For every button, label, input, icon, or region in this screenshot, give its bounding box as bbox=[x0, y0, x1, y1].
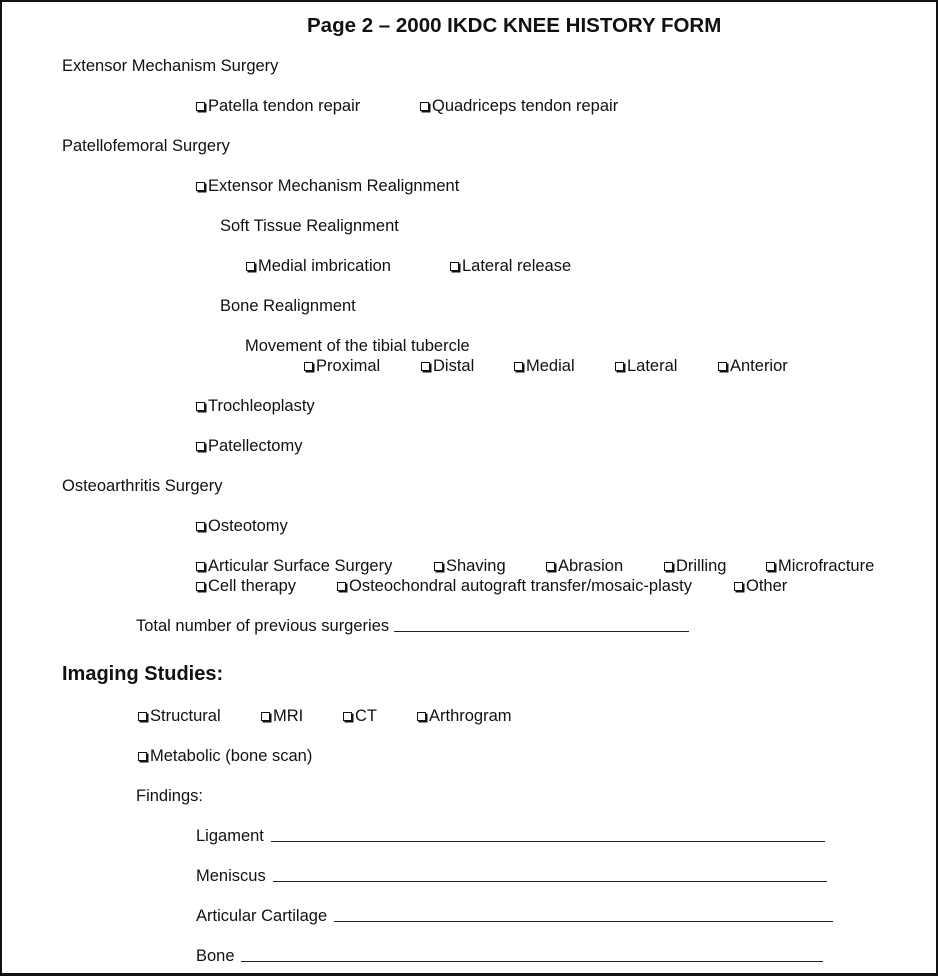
checkbox-icon[interactable] bbox=[420, 102, 429, 111]
section-osteoarthritis-heading: Osteoarthritis Surgery bbox=[62, 477, 223, 495]
option-label: Osteotomy bbox=[208, 517, 288, 535]
bone-realignment-heading: Bone Realignment bbox=[220, 297, 356, 315]
finding-bone-input[interactable] bbox=[241, 961, 823, 962]
checkbox-patellectomy[interactable] bbox=[196, 438, 302, 455]
checkbox-icon[interactable] bbox=[766, 562, 775, 571]
checkbox-icon[interactable] bbox=[337, 582, 346, 591]
checkbox-icon[interactable] bbox=[343, 712, 352, 721]
checkbox-ct[interactable] bbox=[343, 708, 377, 725]
checkbox-drilling[interactable] bbox=[664, 558, 726, 575]
checkbox-structural[interactable] bbox=[138, 708, 221, 725]
option-label: Medial imbrication bbox=[258, 257, 391, 275]
finding-articular-cartilage-input[interactable] bbox=[334, 921, 833, 922]
option-label: CT bbox=[355, 707, 377, 725]
checkbox-icon[interactable] bbox=[718, 362, 727, 371]
checkbox-proximal[interactable] bbox=[304, 358, 380, 375]
checkbox-icon[interactable] bbox=[196, 442, 205, 451]
checkbox-icon[interactable] bbox=[664, 562, 673, 571]
option-label: Patella tendon repair bbox=[208, 97, 361, 115]
checkbox-articular-surface-surgery[interactable] bbox=[196, 558, 392, 575]
finding-meniscus-input[interactable] bbox=[273, 881, 827, 882]
option-label: Patellectomy bbox=[208, 437, 303, 455]
checkbox-distal[interactable] bbox=[421, 358, 474, 375]
checkbox-icon[interactable] bbox=[615, 362, 624, 371]
option-label: Distal bbox=[433, 357, 475, 375]
movement-tibial-tubercle-label: Movement of the tibial tubercle bbox=[245, 337, 470, 355]
checkbox-icon[interactable] bbox=[196, 522, 205, 531]
finding-ligament-label: Ligament bbox=[196, 827, 264, 845]
checkbox-lateral-release[interactable] bbox=[450, 258, 571, 275]
checkbox-microfracture[interactable] bbox=[766, 558, 874, 575]
checkbox-medial[interactable] bbox=[514, 358, 575, 375]
checkbox-icon[interactable] bbox=[261, 712, 270, 721]
checkbox-shaving[interactable] bbox=[434, 558, 506, 575]
checkbox-mri[interactable] bbox=[261, 708, 303, 725]
option-label: Anterior bbox=[730, 357, 788, 375]
checkbox-icon[interactable] bbox=[196, 562, 205, 571]
option-label: Arthrogram bbox=[429, 707, 512, 725]
checkbox-metabolic[interactable] bbox=[138, 748, 312, 765]
total-surgeries-input[interactable] bbox=[394, 631, 689, 632]
checkbox-medial-imbrication[interactable] bbox=[246, 258, 391, 275]
checkbox-icon[interactable] bbox=[546, 562, 555, 571]
checkbox-cell-therapy[interactable] bbox=[196, 578, 296, 595]
checkbox-icon[interactable] bbox=[450, 262, 459, 271]
checkbox-icon[interactable] bbox=[138, 752, 147, 761]
finding-bone-label: Bone bbox=[196, 947, 235, 965]
option-label: Extensor Mechanism Realignment bbox=[208, 177, 460, 195]
checkbox-osteotomy[interactable] bbox=[196, 518, 288, 535]
section-imaging-heading: Imaging Studies: bbox=[62, 663, 224, 685]
checkbox-patella-tendon-repair[interactable] bbox=[196, 98, 360, 115]
option-label: Quadriceps tendon repair bbox=[432, 97, 619, 115]
checkbox-trochleoplasty[interactable] bbox=[196, 398, 315, 415]
checkbox-icon[interactable] bbox=[196, 582, 205, 591]
checkbox-icon[interactable] bbox=[434, 562, 443, 571]
checkbox-quadriceps-tendon-repair[interactable] bbox=[420, 98, 618, 115]
section-patellofemoral-heading: Patellofemoral Surgery bbox=[62, 137, 230, 155]
option-label: Metabolic (bone scan) bbox=[150, 747, 313, 765]
option-label: Osteochondral autograft transfer/mosaic-plasty bbox=[349, 577, 692, 595]
option-label: Medial bbox=[526, 357, 575, 375]
checkbox-icon[interactable] bbox=[196, 102, 205, 111]
finding-meniscus-label: Meniscus bbox=[196, 867, 266, 885]
option-label: Drilling bbox=[676, 557, 727, 575]
option-label: Shaving bbox=[446, 557, 506, 575]
findings-label: Findings: bbox=[136, 787, 203, 805]
option-label: Cell therapy bbox=[208, 577, 297, 595]
checkbox-icon[interactable] bbox=[196, 402, 205, 411]
option-label: Lateral release bbox=[462, 257, 572, 275]
soft-tissue-heading: Soft Tissue Realignment bbox=[220, 217, 399, 235]
finding-articular-cartilage-label: Articular Cartilage bbox=[196, 907, 328, 925]
option-label: Other bbox=[746, 577, 788, 595]
checkbox-lateral[interactable] bbox=[615, 358, 677, 375]
option-label: Structural bbox=[150, 707, 221, 725]
option-label: Articular Surface Surgery bbox=[208, 557, 393, 575]
checkbox-extensor-mechanism-realignment[interactable] bbox=[196, 178, 459, 195]
option-label: Trochleoplasty bbox=[208, 397, 315, 415]
checkbox-icon[interactable] bbox=[138, 712, 147, 721]
checkbox-icon[interactable] bbox=[246, 262, 255, 271]
section-extensor-heading: Extensor Mechanism Surgery bbox=[62, 57, 279, 75]
checkbox-icon[interactable] bbox=[304, 362, 313, 371]
checkbox-icon[interactable] bbox=[417, 712, 426, 721]
option-label: Abrasion bbox=[558, 557, 624, 575]
option-label: MRI bbox=[273, 707, 304, 725]
checkbox-abrasion[interactable] bbox=[546, 558, 623, 575]
checkbox-icon[interactable] bbox=[514, 362, 523, 371]
option-label: Lateral bbox=[627, 357, 678, 375]
checkbox-osteochondral-autograft[interactable] bbox=[337, 578, 692, 595]
page-title: Page 2 – 2000 IKDC KNEE HISTORY FORM bbox=[307, 14, 722, 37]
checkbox-arthrogram[interactable] bbox=[417, 708, 512, 725]
finding-ligament-input[interactable] bbox=[271, 841, 825, 842]
option-label: Proximal bbox=[316, 357, 381, 375]
checkbox-anterior[interactable] bbox=[718, 358, 788, 375]
total-surgeries-label: Total number of previous surgeries bbox=[136, 617, 390, 635]
option-label: Microfracture bbox=[778, 557, 875, 575]
checkbox-icon[interactable] bbox=[196, 182, 205, 191]
checkbox-icon[interactable] bbox=[421, 362, 430, 371]
checkbox-icon[interactable] bbox=[734, 582, 743, 591]
checkbox-other[interactable] bbox=[734, 578, 787, 595]
